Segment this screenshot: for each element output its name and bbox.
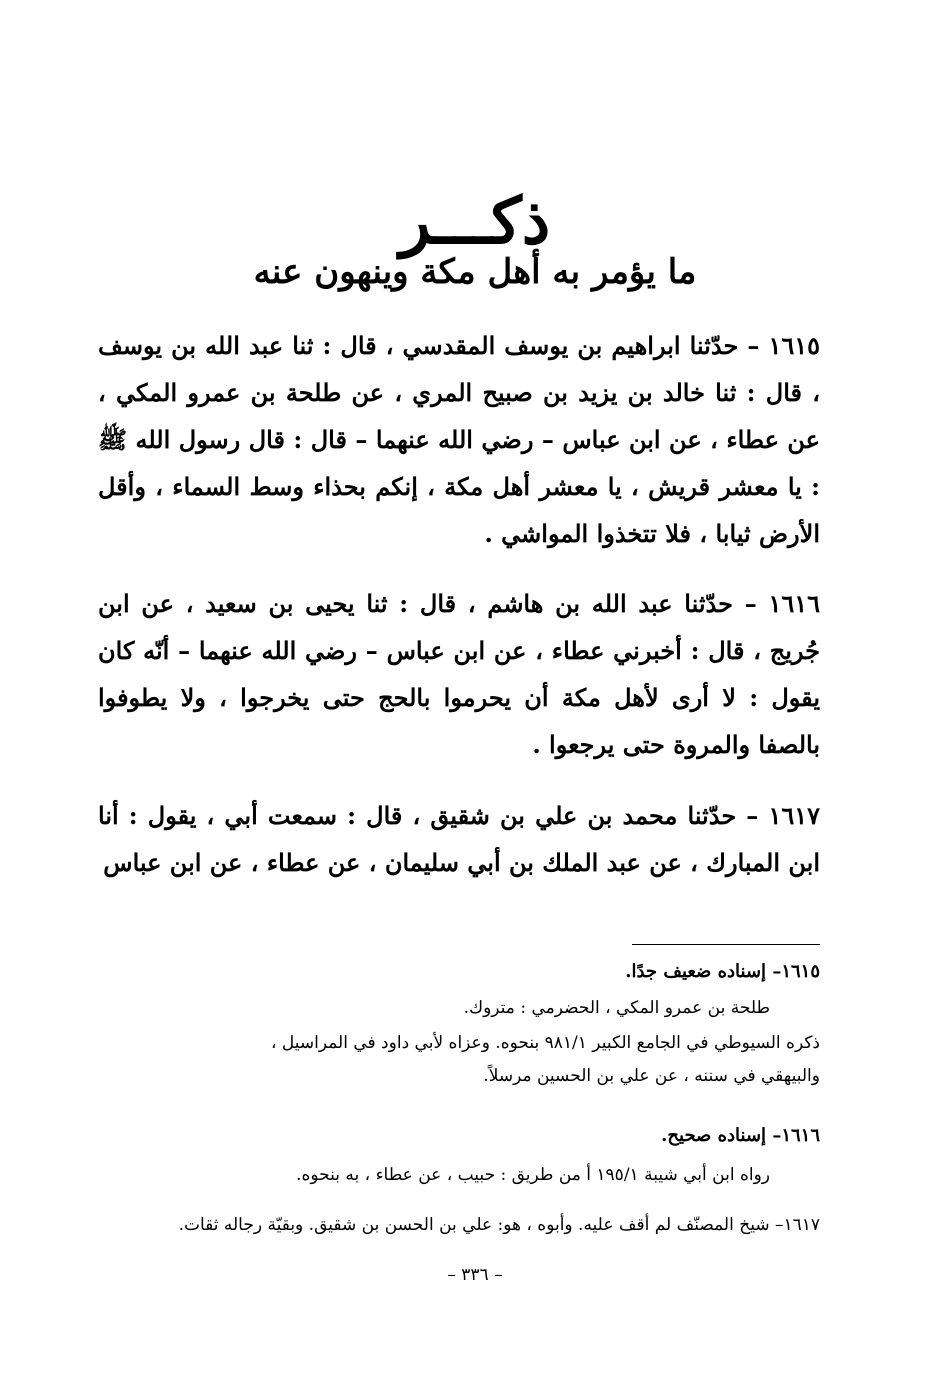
footnote-1616-line: رواه ابن أبي شيبة ١٩٥/١ أ من طريق : حبيب ، عن عطاء ، به بنحوه.	[296, 1165, 770, 1185]
footnote-1617: ١٦١٧– شيخ المصنّف لم أقف عليه. وأبوه ، هو: علي بن الحسن بن شقيق. وبقيّة رجاله ثقات.	[178, 1215, 820, 1235]
hadith-1616: ١٦١٦ – حدّثنا عبد الله بن هاشم ، قال : ثنا يحيى بن سعيد ، عن ابن جُريج ، قال : أخبرني عطاء ، عن ابن عباس – رضي الله عنهما – أنّه كان يقول : لا أرى لأهل مكة أن يحرموا بالحج حتى يخرجوا ، ولا يطوفوا بالصفا والمروة حتى يرجعوا .	[98, 589, 820, 759]
footnote-1615-line: ذكره السيوطي في الجامع الكبير ٩٨١/١ بنحوه. وعزاه لأبي داود في المراسيل ،	[270, 1033, 820, 1053]
chapter-heading: ذكـــر	[399, 184, 551, 259]
footnote-1615-line: طلحة بن عمرو المكي ، الحضرمي : متروك.	[463, 998, 770, 1018]
hadith-1615: ١٦١٥ – حدّثنا ابراهيم بن يوسف المقدسي ، قال : ثنا عبد الله بن يوسف ، قال : ثنا خالد بن يزيد بن صبيح المري ، عن طلحة بن عمرو المكي ، عن عطاء ، عن ابن عباس – رضي الله عنهما – قال : قال رسول الله ﷺ : يا معشر قريش ، يا معشر أهل مكة ، إنكم بحذاء وسط السماء ، وأقل الأرض ثيابا ، فلا تتخذوا المواشي .	[98, 331, 820, 548]
chapter-subtitle: ما يؤمر به أهل مكة وينهون عنه	[253, 252, 697, 292]
footnote-1615-line: والبيهقي في سننه ، عن علي بن الحسين مرسلاً.	[483, 1066, 820, 1086]
footnote-1615-heading: ١٦١٥– إسناده ضعيف جدًا.	[625, 961, 820, 982]
footnote-1616-heading: ١٦١٦– إسناده صحيح.	[661, 1125, 820, 1146]
page-number: – ٣٣٦ –	[447, 1265, 503, 1285]
footnote-divider	[632, 944, 820, 945]
hadith-1617: ١٦١٧ – حدّثنا محمد بن علي بن شقيق ، قال : سمعت أبي ، يقول : أنا ابن المبارك ، عن عبد الملك بن أبي سليمان ، عن عطاء ، عن ابن عباس	[98, 801, 820, 877]
